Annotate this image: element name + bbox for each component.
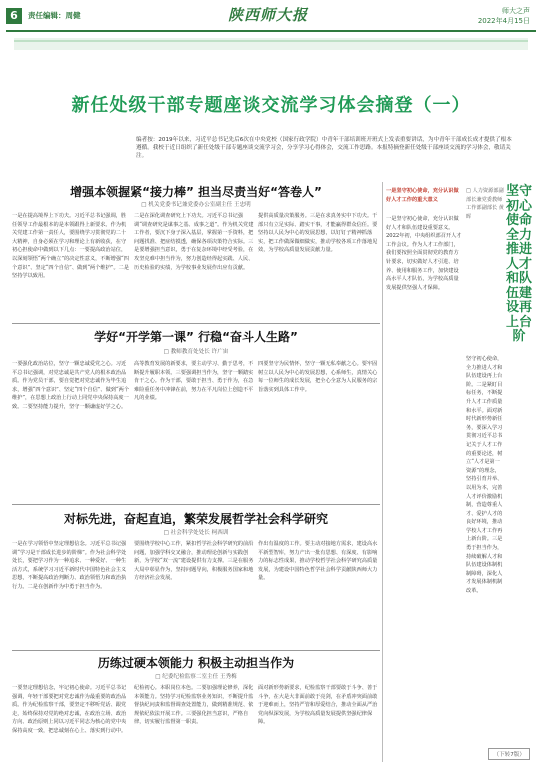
article-column: 一要坚定理想信念，牢记初心使命。习近平总书记强调，年轻干部要把对党忠诚作为最重要的政治品质。作为纪检监察干部，要坚定不移听党话、跟党走，始终保持对党的绝对忠诚，在政治立场、政治方向、政治原则上同以习近平同志为核心的党中央保持高度一致，把忠诚刻在心上、落实到行动中。: [12, 685, 127, 734]
article-title: 增强本领握紧“接力棒” 担当尽责当好“答卷人”: [70, 185, 322, 199]
article-title: 对标先进，奋起直追，繁荣发展哲学社会科学研究: [63, 512, 328, 526]
section-name: 师大之声: [502, 7, 530, 15]
header-rule: [6, 30, 536, 32]
sidebar-subhead: 一是坚守初心使命，充分认识做好人才工作的重大意义: [386, 188, 459, 203]
issue-date: 2022年4月15日: [477, 17, 530, 25]
article-title: 学好“开学第一课” 行稳“奋斗人生路”: [94, 330, 298, 344]
editor-note: 编者按：2019年以来，习近平总书记先后6次在中央党校（国家行政学院）中青年干部培训班开班式上发表重要讲话，为中青年干部成长成才提供了根本遵循。我校于近日组织了新任处级干部专题座谈交流学习会，分享学习心得体会，交流工作思路。本报特摘登新任处级干部座谈交流的学习体会，敬请关注。: [136, 137, 512, 159]
page-number: 6: [6, 8, 22, 24]
article-divider: [12, 504, 380, 505]
article-byline: □ 纪委纪检监察二室主任 王秀梅: [155, 674, 237, 680]
sidebar-column: 坚守初心使命，全力推进人才和队伍建设再上台阶。二是紧盯目标任务，不断提升人才工作质量和水平。面对新时代新形势新任务，要深入学习贯彻习近平总书记关于人才工作的重要论述，树立“人才是第一资源”的理念，坚持引育并举、以用为本，完善人才评价激励机制，营造尊重人才、爱护人才的良好环境，推动学校人才工作再上新台阶。三是勇于担当作为，持续破解人才和队伍建设体制机制障碍，深化人才发展体制机制改革。: [466, 356, 503, 595]
article-column: 一是在提高境界上下功夫。习近平总书记强调，胜任领导工作最根本的是本领跟得上新要求。作为机关党建工作第一责任人，要围绕学习贯彻党的二十大精神，自身必须在学习和理论上有新收获，在守初心担使命中做到以下几点：一要提高政治站位，以深刻领悟“两个确立”的决定性意义，不断增强“四个意识”、坚定“四个自信”、做到“两个维护”。二是坚持学以致用。: [12, 213, 130, 280]
article-byline: □ 社会科学处处长 柯西训: [163, 530, 229, 536]
article-column: 二是在深化调查研究上下功夫。习近平总书记强调“调查研究是谋事之基、成事之道”。作为机关党建工作者，要沉下身子深入基层，掌握第一手资料，把问题找准、把症结摸透，确保各项决策符合实际。三是要增强担当意识，勇于在复杂环境中经受考验，在攻坚克难中担当作为，努力创造经得起实践、人民、历史检验的实绩，为学校事业发展作出应有贡献。: [134, 213, 254, 271]
banner-band-stripe: [14, 40, 528, 42]
article-column: 作出有温度的工作。要主动对接地方需求，建设高水平新型智库，努力产出一批有思想、有深度、有影响力的标志性成果，推动学校哲学社会科学研究高质量发展，为建设中国特色哲学社会科学贡献陕西师大力量。: [258, 541, 378, 582]
article-column: 一是在学习领悟中坚定理想信念。习近平总书记强调“学习是干部成长进步的阶梯”。作为社会科学处处长，要把学习作为一种追求、一种爱好、一种生活方式，系统学习习近平新时代中国特色社会主义思想，不断提高政治判断力、政治领悟力和政治执行力。二是在创新作为中勇于担当作为。: [12, 541, 127, 590]
sidebar-title: 坚守初心使命 全力推进人才和队伍建设再上台阶: [505, 184, 532, 344]
issue-info: [478, 6, 530, 26]
page-header: [0, 0, 542, 30]
article-column: 要围绕学校中心工作，紧扣哲学社会科学研究的前沿问题，加强学科交叉融合，推动理论创新与实践创新，为学校“双一流”建设提供有力支撑。三是在服务大局中彰显作为，坚持问题导向，积极服务国家和地方经济社会发展。: [134, 541, 254, 582]
article-column: 高等教育发展的新要求，要主动学习、勤于思考，不断提升履职本领。三要强调担当作为，坚守一颗踏实肯干之心。作为干部，要敢于担当、勇于作为，在急难险重任务中冲锋在前，努力在平凡岗位上创造不平凡的业绩。: [134, 361, 254, 402]
article-column: 四要坚守为民情怀，坚守一颗无私奉献之心。要牢固树立以人民为中心的发展思想，心系师生，真情关心每一位师生的成长发展，把全心全意为人民服务的宗旨落实到具体工作中。: [258, 361, 378, 393]
masthead: 陕西师大报: [228, 6, 309, 24]
editor-credit: 责任编辑：周健: [28, 11, 81, 20]
sidebar-article: [384, 185, 542, 745]
article-column: 一要强化政治站位，坚守一颗忠诚爱党之心。习近平总书记强调，对党忠诚是共产党人的根本政治品质。作为党员干部，要自觉把对党忠诚作为毕生追求，增强“四个意识”、坚定“四个自信”、做到“两个维护”，在思想上政治上行动上同党中央保持高度一致。二要坚持能力提升，坚守一颗谦虚好学之心。: [12, 361, 130, 410]
sidebar-byline: □ 人力资源部副部长兼党委教师工作部副部长 黄晖: [466, 188, 504, 220]
feature-banner: [6, 33, 536, 177]
article-divider: [12, 323, 380, 324]
sidebar-column: 一是坚守初心使命，充分认识做好人才和队伍建设重要意义。2022年初，中央组织部召开人才工作会议。作为人才工作部门，我们要按照全面贯彻党的教育方针要求，切实做好人才引进、培养、使用和服务工作，加快建设高水平人才队伍，为学校高质量发展提供坚强人才保障。: [386, 216, 462, 291]
column-divider: [382, 182, 383, 762]
article-column: 面对新形势新要求，纪检监察干部要敢于斗争、善于斗争，在大是大非面前敢于亮剑，在矛盾冲突面前敢于迎难而上，坚持严管和厚爱结合，推动全面从严治党向纵深发展，为学校高质量发展提供坚强纪律保障。: [258, 685, 378, 726]
article-column: 提供高质量决策服务。三是在求真务实中下功夫。干部只有立足实际、踏实干事，才能赢得群众信任。要坚持以人民为中心的发展思想，以钉钉子精神抓落实，把工作做深做细做实，推动学校各项工作落地见效，为学校高质量发展贡献力量。: [258, 213, 378, 254]
feature-title: 新任处级干部专题座谈交流学习体会摘登（一）: [71, 95, 471, 116]
article-divider: [12, 650, 380, 651]
article-byline: □ 机关党委书记兼党委办公室副主任 王忠明: [141, 202, 251, 208]
article-title: 历练过硬本领能力 积极主动担当作为: [97, 656, 295, 670]
article-column: 纪检初心。本职岗位本色。二要加强理论修养，深化本领能力。坚持学习纪检监察业务知识，不断提升监督执纪问责和监督调查处置能力，做到精准规范、依规依纪依法开展工作。三要强化担当意识，严格自律，切实履行监督第一职责。: [134, 685, 254, 726]
continued-note: （下转7版）: [488, 748, 530, 760]
article-byline: □ 教师教育处处长 许广宙: [163, 349, 229, 355]
